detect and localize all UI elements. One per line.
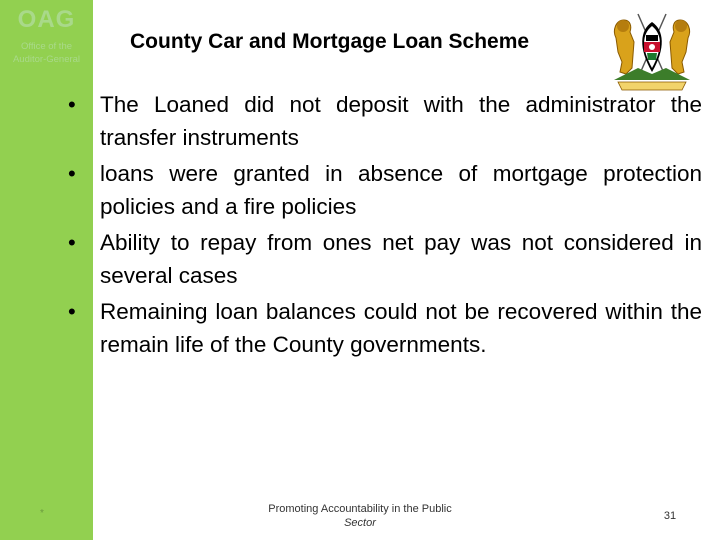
footer-text [255,502,465,530]
bullet-text: Ability to repay from ones net pay was not considered in several cases [100,230,702,288]
oag-logo-subtitle-line1: Office of the [20,41,73,52]
bullet-item [68,295,702,361]
bullet-item [68,157,702,223]
bullet-icon: • [68,92,76,117]
kenya-coat-of-arms-icon [608,8,696,92]
bullet-item [68,88,702,154]
oag-logo-subtitle [0,40,93,66]
footer-line-2: Sector [344,517,376,529]
slide-title: County Car and Mortgage Loan Scheme [130,30,530,53]
bullet-text: The Loaned did not deposit with the administrator the transfer instruments [100,92,702,150]
side-marker: * [40,508,44,519]
bullet-icon: • [68,299,76,324]
bullet-icon: • [68,161,76,186]
oag-logo-subtitle-line2: Auditor-General [12,54,81,65]
bullet-text: loans were granted in absence of mortgage protection policies and a fire policies [100,161,702,219]
bullet-text: Remaining loan balances could not be recovered within the remain life of the County governments. [100,299,702,357]
footer-line-1: Promoting Accountability in the Public [268,503,452,515]
oag-logo: OAG [17,6,76,33]
bullet-icon: • [68,230,76,255]
page-number: 31 [663,510,677,522]
bullet-item [68,226,702,292]
bullet-list [68,88,702,364]
